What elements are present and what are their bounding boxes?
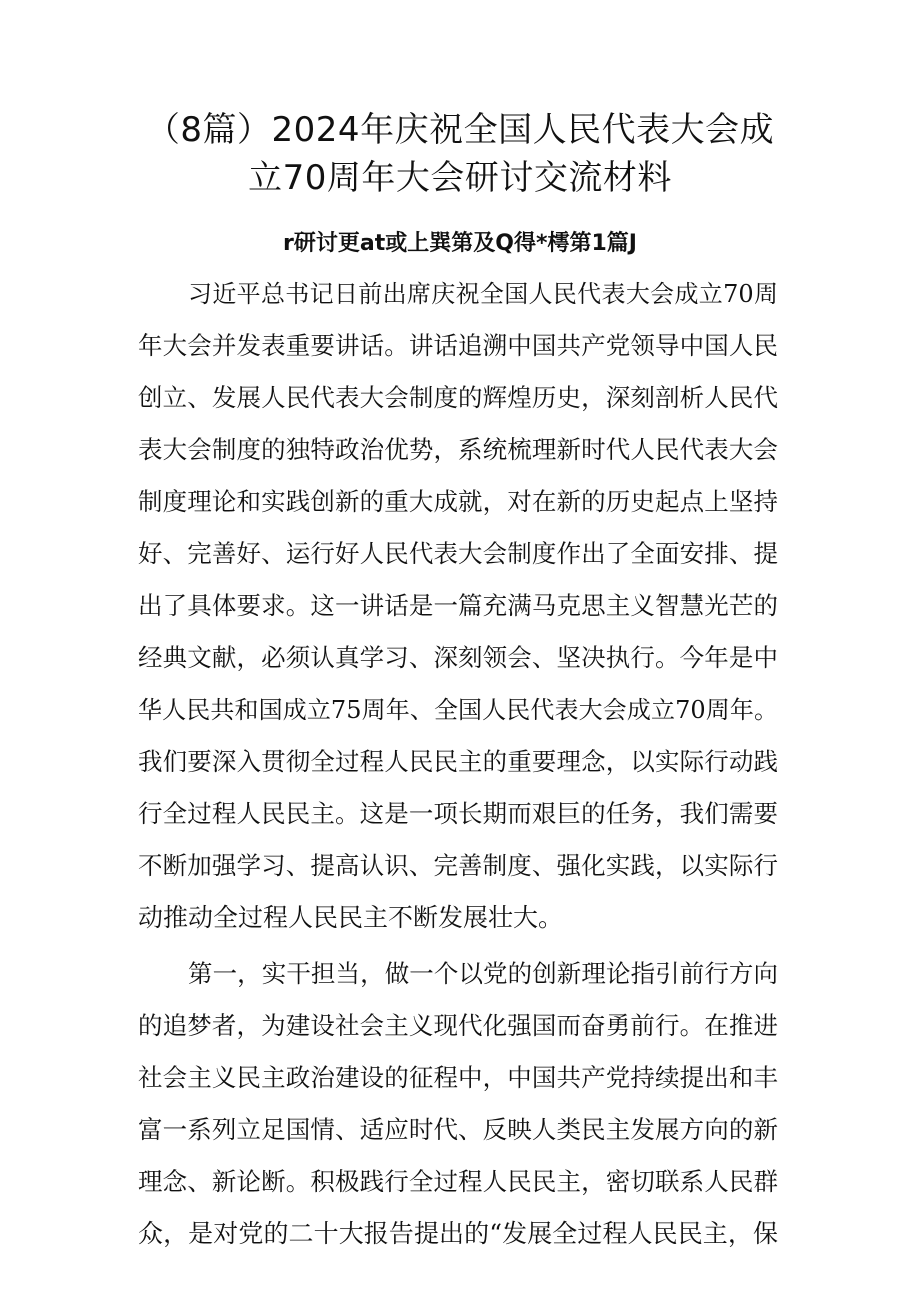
body-line-10: 我们要深入贯彻全过程人民民主的重要理念，以实际行动践 <box>138 747 778 776</box>
body-line-17: 富一系列立足国情、适应时代、反映人类民主发展方向的新 <box>138 1115 778 1144</box>
document-subtitle: r研讨更at或上巽第及Q得*樗第1篇J <box>283 231 637 256</box>
body-line-13: 动推动全过程人民民主不断发展壮大。 <box>138 903 564 932</box>
body-line-19: 众，是对党的二十大报告提出的“发展全过程人民民主，保 <box>138 1219 778 1248</box>
body-line-2: 年大会并发表重要讲话。讲话追溯中国共产党领导中国人民 <box>138 331 778 360</box>
body-line-1: 习近平总书记日前出席庆祝全国人民代表大会成立70周 <box>188 280 778 308</box>
body-line-7: 出了具体要求。这一讲话是一篇充满马克思主义智慧光芒的 <box>138 591 778 620</box>
body-line-4: 表大会制度的独特政治优势，系统梳理新时代人民代表大会 <box>138 435 778 464</box>
body-line-12: 不断加强学习、提高认识、完善制度、强化实践，以实际行 <box>138 851 778 880</box>
document-title-line-1: （8篇）2024年庆祝全国人民代表大会成 <box>145 110 775 150</box>
body-line-3: 创立、发展人民代表大会制度的辉煌历史，深刻剖析人民代 <box>138 383 778 412</box>
body-line-8: 经典文献，必须认真学习、深刻领会、坚决执行。今年是中 <box>138 643 778 672</box>
body-line-6: 好、完善好、运行好人民代表大会制度作出了全面安排、提 <box>138 539 778 568</box>
body-line-15: 的追梦者，为建设社会主义现代化强国而奋勇前行。在推进 <box>138 1011 778 1040</box>
body-line-18: 理念、新论断。积极践行全过程人民民主，密切联系人民群 <box>138 1167 778 1196</box>
body-line-5: 制度理论和实践创新的重大成就，对在新的历史起点上坚持 <box>138 487 778 516</box>
body-line-9: 华人民共和国成立75周年、全国人民代表大会成立70周年。 <box>138 696 778 724</box>
body-line-16: 社会主义民主政治建设的征程中，中国共产党持续提出和丰 <box>138 1063 778 1092</box>
body-line-14: 第一，实干担当，做一个以党的创新理论指引前行方向 <box>188 959 778 988</box>
document-title-line-2: 立70周年大会研讨交流材料 <box>248 158 672 198</box>
body-line-11: 行全过程人民民主。这是一项长期而艰巨的任务，我们需要 <box>138 799 778 828</box>
